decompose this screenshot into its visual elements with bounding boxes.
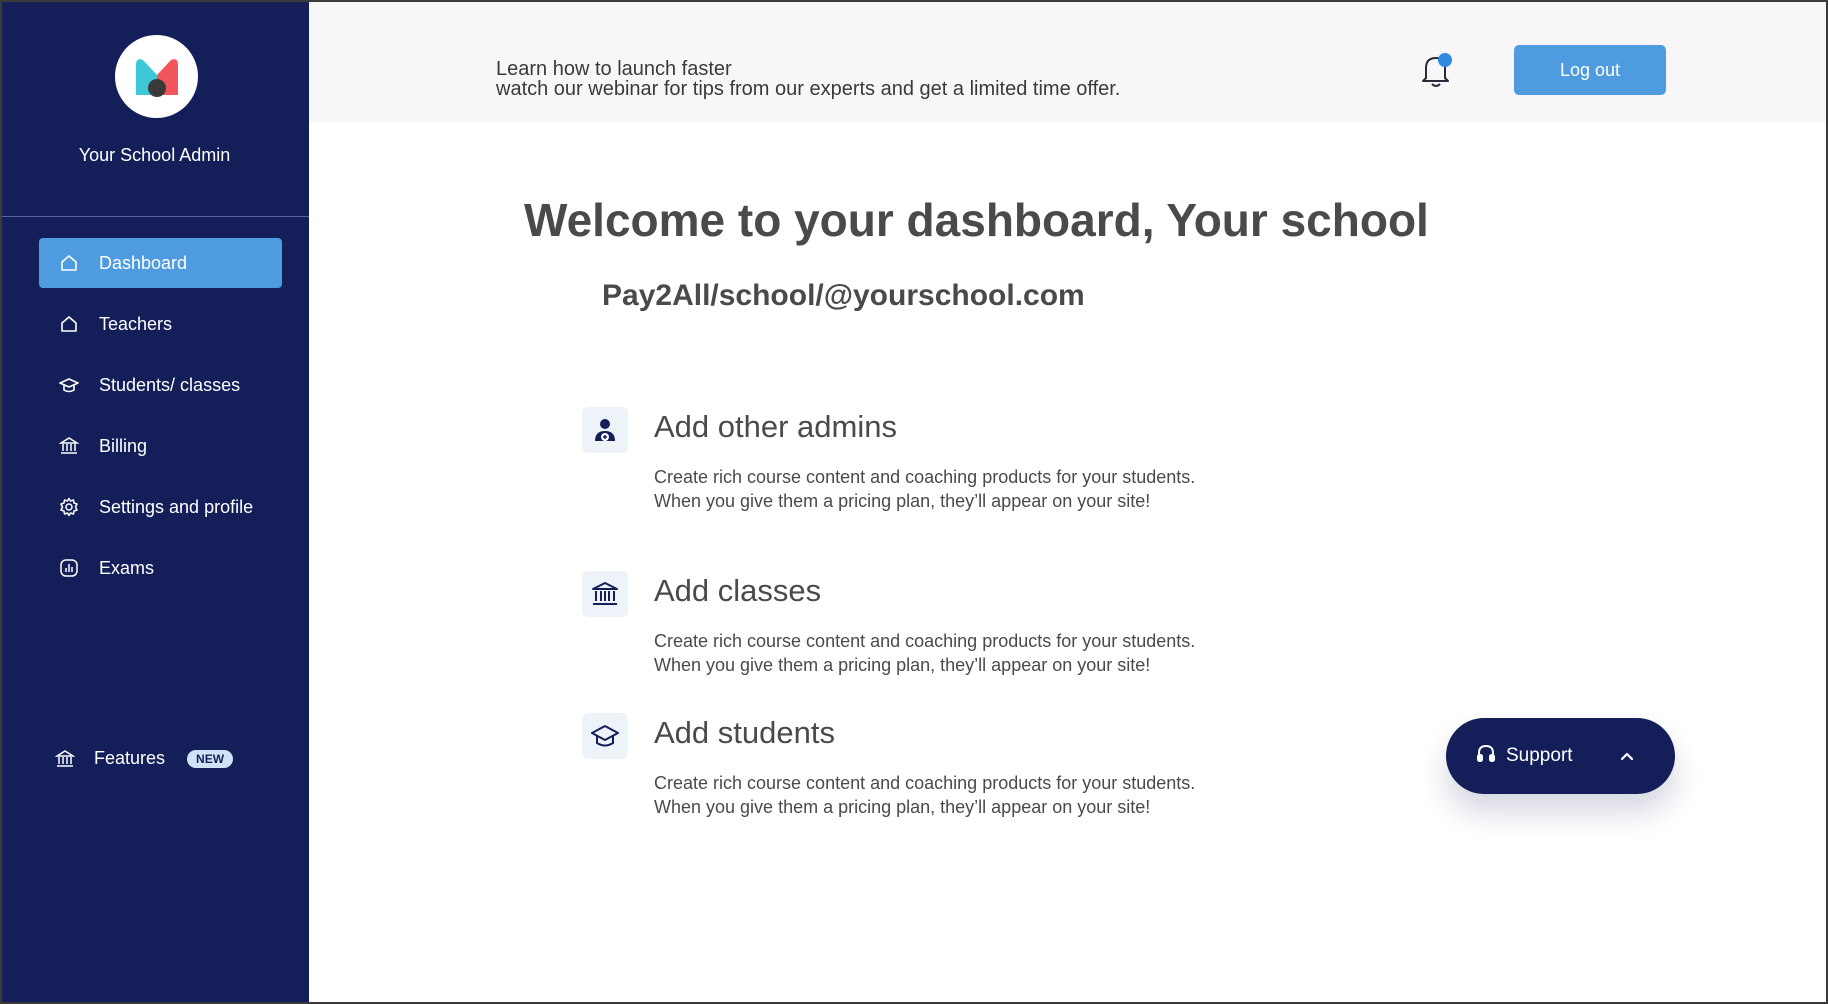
banner-headline: Learn how to launch faster <box>496 58 732 80</box>
graduation-cap-icon[interactable] <box>582 713 628 759</box>
sidebar-item-billing[interactable] <box>39 421 282 471</box>
sidebar-item-label: Exams <box>99 557 155 578</box>
sidebar-nav <box>39 238 282 604</box>
sidebar-item-label: Settings and profile <box>99 496 254 517</box>
graduation-cap-icon <box>59 375 79 395</box>
sidebar-item-label: Students/ classes <box>99 374 241 395</box>
gear-icon <box>59 497 79 517</box>
description-line: Create rich course content and coaching products for your students. <box>654 467 1196 487</box>
school-name: Your School Admin <box>78 145 231 165</box>
description-line: When you give them a pricing plan, they’ll appear on your site! <box>654 491 1151 511</box>
bank-icon <box>55 749 75 769</box>
home-icon <box>59 314 79 334</box>
logout-button[interactable]: Log out <box>1514 45 1666 95</box>
add-user-icon[interactable] <box>582 407 628 453</box>
headset-icon <box>1476 744 1496 769</box>
sidebar-item-label: Dashboard <box>99 252 188 273</box>
school-url: Pay2All/school/@yourschool.com <box>602 279 1085 312</box>
bank-icon <box>59 436 79 456</box>
description-line: When you give them a pricing plan, they’ll appear on your site! <box>654 797 1151 817</box>
sidebar-item-teachers[interactable] <box>39 299 282 349</box>
sidebar-item-settings[interactable] <box>39 482 282 532</box>
support-button[interactable] <box>1446 718 1675 794</box>
promo-banner <box>309 0 1828 122</box>
school-logo[interactable] <box>115 35 198 118</box>
action-title[interactable]: Add classes <box>654 573 822 608</box>
chart-icon <box>59 558 79 578</box>
sidebar-item-dashboard[interactable] <box>39 238 282 288</box>
action-description <box>654 629 1195 677</box>
sidebar-item-label: Teachers <box>99 313 173 334</box>
banner-subline: watch our webinar for tips from our experts and get a limited time offer. <box>496 78 1121 100</box>
sidebar-item-label: Billing <box>99 435 148 456</box>
page-title: Welcome to your dashboard, Your school <box>524 194 1429 246</box>
description-line: When you give them a pricing plan, they’ll appear on your site! <box>654 655 1151 675</box>
action-description <box>654 465 1195 513</box>
chevron-up-icon[interactable] <box>1619 748 1635 769</box>
sidebar-item-label: Features <box>94 748 166 768</box>
sidebar-item-features[interactable] <box>55 748 233 769</box>
new-badge: NEW <box>187 750 233 768</box>
description-line: Create rich course content and coaching products for your students. <box>654 773 1196 793</box>
sidebar-divider <box>0 216 309 217</box>
notifications-button[interactable] <box>1418 50 1454 90</box>
sidebar <box>0 0 309 1004</box>
logo-icon <box>132 55 182 99</box>
bank-icon[interactable] <box>582 571 628 617</box>
sidebar-item-exams[interactable] <box>39 543 282 593</box>
support-label: Support <box>1506 745 1573 766</box>
home-icon <box>59 253 79 273</box>
action-description <box>654 771 1195 819</box>
action-title[interactable]: Add students <box>654 715 835 750</box>
bell-icon <box>1418 50 1454 90</box>
description-line: Create rich course content and coaching products for your students. <box>654 631 1196 651</box>
banner-text[interactable] <box>496 59 1120 99</box>
sidebar-item-students-classes[interactable] <box>39 360 282 410</box>
action-title[interactable]: Add other admins <box>654 409 897 444</box>
